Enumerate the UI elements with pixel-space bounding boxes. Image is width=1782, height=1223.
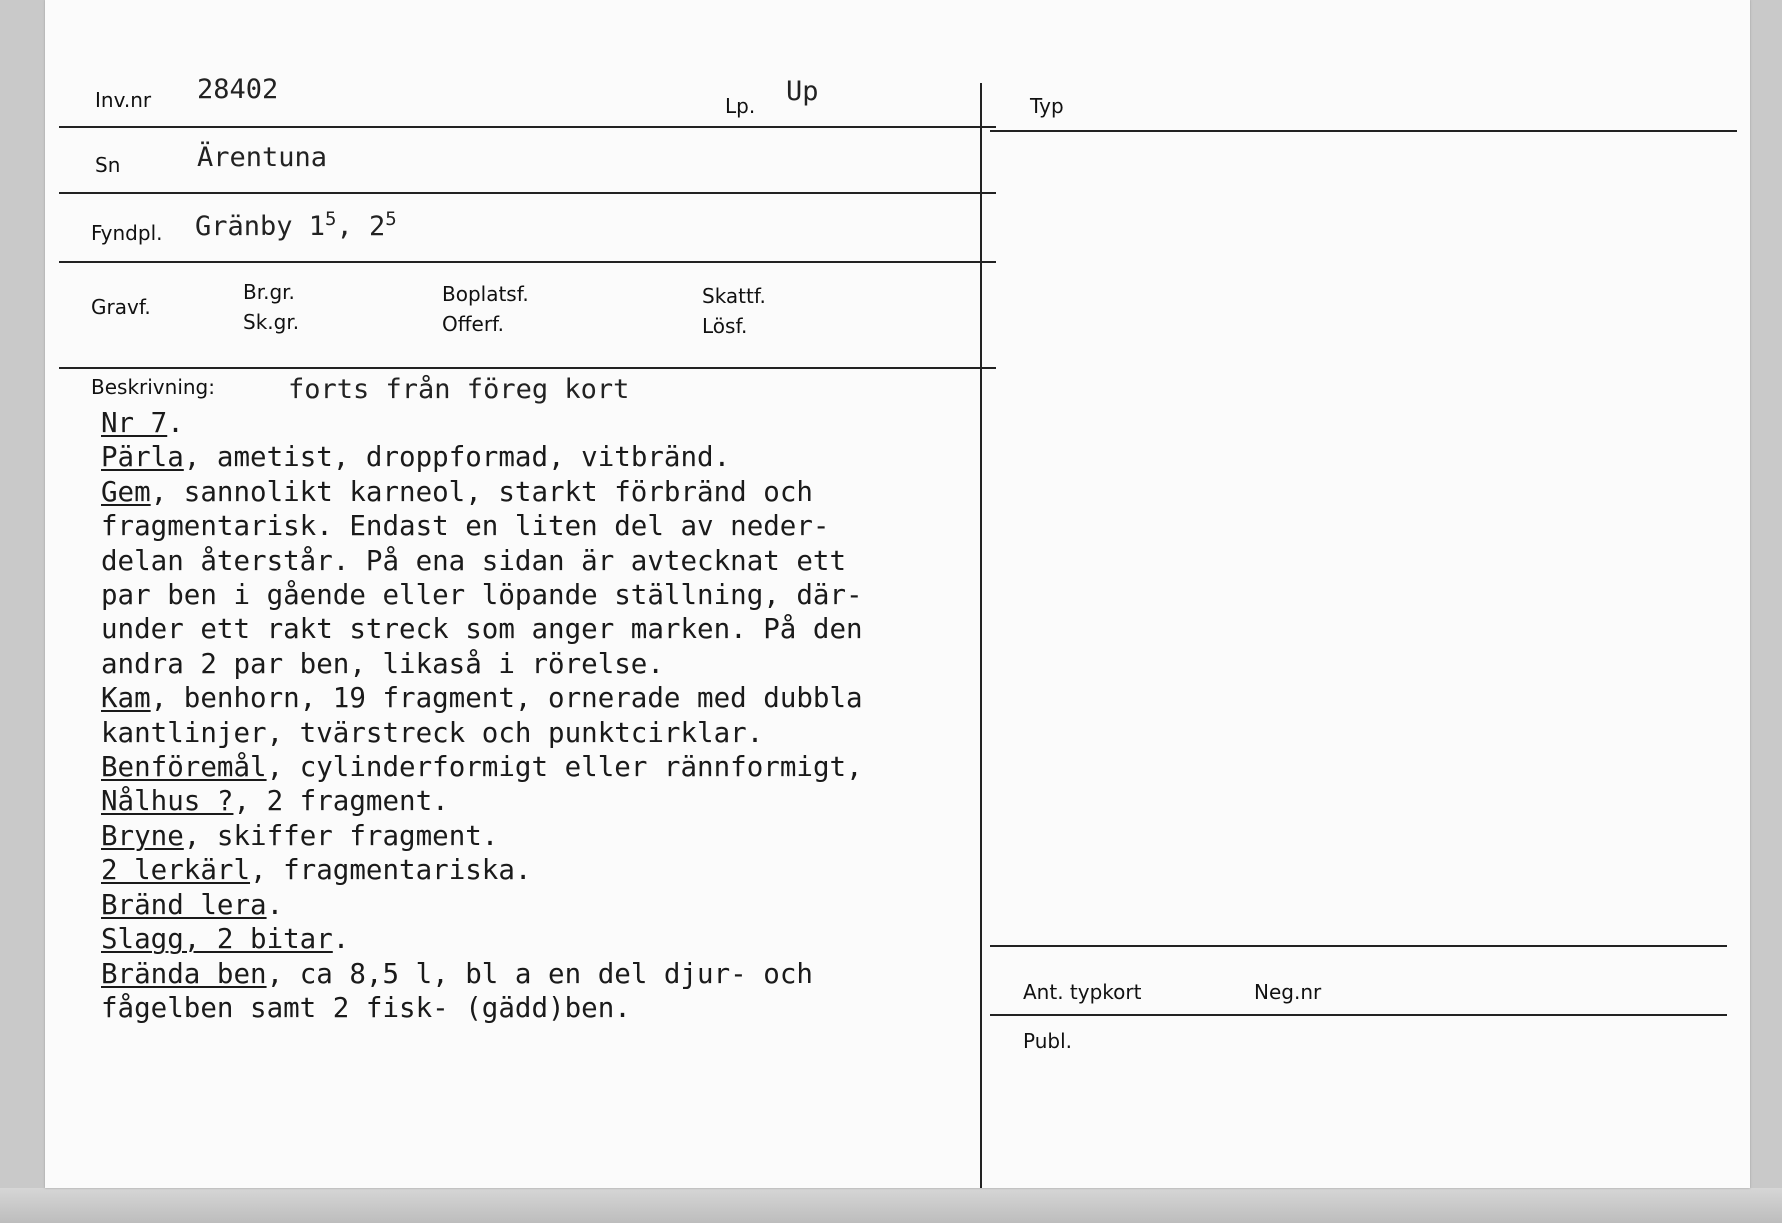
lp-value: Up (786, 76, 819, 107)
br-gr-label: Br.gr. (243, 280, 295, 304)
boplatsf-label: Boplatsf. (442, 282, 529, 306)
description-line (101, 475, 863, 509)
item-text: , sannolikt karneol, starkt förbränd och (150, 475, 813, 508)
item-heading: Brända ben (101, 957, 267, 990)
item-text: , 2 fragment. (233, 785, 449, 818)
description-line (101, 612, 863, 646)
rule-gravf (59, 367, 996, 369)
inv-nr-value: 28402 (197, 74, 279, 105)
item-text: par ben i gående eller löpande ställning, där- (101, 579, 863, 612)
typ-label: Typ (1030, 94, 1064, 118)
ant-typkort-label: Ant. typkort (1023, 980, 1142, 1004)
item-heading: Nr 7 (101, 407, 168, 439)
item-text: , skiffer fragment. (183, 819, 499, 852)
description-line (101, 647, 863, 681)
inv-nr-label: Inv.nr (95, 88, 152, 112)
rule-sn (59, 192, 996, 194)
rule-fyndpl (59, 261, 996, 263)
lp-label: Lp. (725, 94, 756, 118)
item-text: , cylinderformigt eller rännformigt, (266, 751, 863, 784)
item-text: andra 2 par ben, likaså i rörelse. (101, 647, 664, 680)
description-line (101, 922, 863, 956)
beskrivning-intro: forts från föreg kort (288, 374, 630, 405)
item-heading: Gem (101, 475, 151, 508)
rule-ant-bottom (990, 1014, 1727, 1016)
sk-gr-label: Sk.gr. (243, 310, 300, 334)
item-text: , ametist, droppformad, vitbränd. (183, 441, 731, 474)
scan-background-strip (0, 1188, 1782, 1223)
description-line (101, 544, 863, 578)
item-text: . (332, 923, 350, 956)
beskrivning-label: Beskrivning: (91, 375, 215, 399)
skattf-label: Skattf. (702, 284, 766, 308)
item-text: fågelben samt 2 fisk- (gädd)ben. (101, 991, 631, 1024)
description-line (101, 853, 863, 887)
losf-label: Lösf. (702, 314, 748, 338)
item-heading: Benföremål (101, 751, 267, 784)
item-text: , ca 8,5 l, bl a en del djur- och (266, 957, 813, 990)
item-text: kantlinjer, tvärstreck och punktcirklar. (101, 716, 764, 749)
item-text: . (167, 407, 184, 439)
description-line (101, 819, 863, 853)
description-line (101, 440, 863, 474)
description-line (101, 716, 863, 750)
item-text: fragmentarisk. Endast en liten del av neder- (101, 510, 830, 543)
item-heading: Nålhus ? (101, 785, 234, 818)
item-heading: Pärla (101, 441, 184, 474)
item-text: . (266, 888, 284, 921)
gravf-label: Gravf. (91, 295, 151, 319)
description-line (101, 681, 863, 715)
item-text: under ett rakt streck som anger marken. På den (101, 613, 863, 646)
item-text: , benhorn, 19 fragment, ornerade med dubbla (150, 682, 863, 715)
item-heading: Kam (101, 682, 151, 715)
description-line (101, 578, 863, 612)
neg-nr-label: Neg.nr (1254, 980, 1322, 1004)
item-heading: 2 lerkärl (101, 854, 251, 887)
item-text: delan återstår. På ena sidan är avtecknat ett (101, 544, 847, 577)
sn-value: Ärentuna (197, 142, 328, 173)
rule-typ (990, 130, 1737, 132)
description-lines (101, 406, 863, 1025)
description-line (101, 784, 863, 818)
rule-ant-top (990, 945, 1727, 947)
fyndpl-value: Gränby $1^5$, $2^5$ (195, 208, 397, 242)
description-line (101, 750, 863, 784)
publ-label: Publ. (1023, 1029, 1072, 1053)
item-heading: Bränd lera (101, 888, 267, 921)
rule-inv (59, 126, 996, 128)
item-heading: Slagg, 2 bitar (101, 923, 333, 956)
item-heading: Bryne (101, 819, 184, 852)
description-line (101, 888, 863, 922)
description-line (101, 991, 863, 1025)
column-divider (980, 83, 982, 1188)
sn-label: Sn (95, 153, 121, 177)
item-text: , fragmentariska. (250, 854, 532, 887)
description-line (101, 406, 863, 440)
description-line (101, 957, 863, 991)
offerf-label: Offerf. (442, 312, 504, 336)
fyndpl-label: Fyndpl. (91, 221, 163, 245)
index-card (45, 0, 1750, 1188)
description-line (101, 509, 863, 543)
